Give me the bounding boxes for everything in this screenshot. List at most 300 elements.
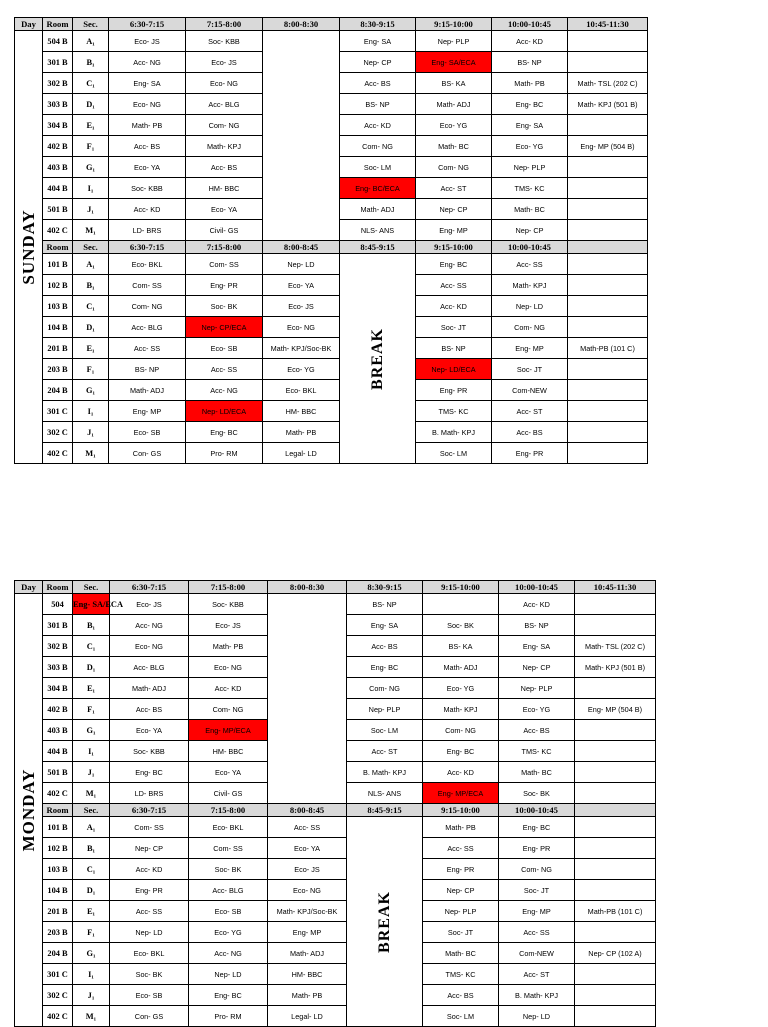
- table-row: [15, 1006, 656, 1027]
- section-cell: E₁: [73, 338, 109, 359]
- class-cell: Eco- SB: [186, 338, 263, 359]
- table-row: [15, 901, 656, 922]
- class-cell: Acc- KD: [109, 199, 186, 220]
- table-row: [15, 964, 656, 985]
- day-label: SUNDAY: [18, 209, 38, 285]
- class-cell: B. Math- KPJ: [416, 422, 492, 443]
- header-time: 10:00-10:45: [492, 241, 568, 254]
- class-cell: NLS- ANS: [347, 783, 423, 804]
- class-cell: Soc- KBB: [186, 31, 263, 52]
- class-cell: Soc- JT: [423, 922, 499, 943]
- class-cell: Nep- CP/ECA: [186, 317, 263, 338]
- class-cell: LD- BRS: [109, 220, 186, 241]
- section-cell: J₁: [73, 199, 109, 220]
- room-cell: 301 C: [43, 964, 73, 985]
- section-cell: I₁: [73, 741, 110, 762]
- header-time: 6:30-7:15: [110, 804, 189, 817]
- class-cell: Acc- BS: [186, 157, 263, 178]
- class-cell: Nep- PLP: [499, 678, 575, 699]
- class-cell: Soc- LM: [416, 443, 492, 464]
- class-cell: [568, 401, 648, 422]
- class-cell: [575, 859, 656, 880]
- room-cell: 103 B: [43, 859, 73, 880]
- header-room: Room: [43, 241, 73, 254]
- class-cell: Eco- JS: [186, 52, 263, 73]
- class-cell: Eco- JS: [189, 615, 268, 636]
- class-cell: BS- NP: [340, 94, 416, 115]
- class-cell: Acc- BS: [423, 985, 499, 1006]
- room-cell: 404 B: [43, 178, 73, 199]
- class-cell: Math- BC: [416, 136, 492, 157]
- section-cell: I₁: [73, 964, 110, 985]
- table-row: [15, 422, 648, 443]
- class-cell: Eng- BC: [347, 657, 423, 678]
- class-cell: Math- BC: [492, 199, 568, 220]
- class-cell: Eco- YA: [186, 199, 263, 220]
- header-time: 9:15-10:00: [423, 581, 499, 594]
- class-cell: [575, 985, 656, 1006]
- class-cell: Math- BC: [499, 762, 575, 783]
- class-cell: Eng- MP: [268, 922, 347, 943]
- class-cell: Eco- YG: [423, 678, 499, 699]
- section-cell: D₁: [73, 317, 109, 338]
- class-cell: Eng- BC: [416, 254, 492, 275]
- class-cell: Acc- KD: [416, 296, 492, 317]
- class-cell: Acc- SS: [109, 338, 186, 359]
- table-row: [15, 296, 648, 317]
- class-cell: Soc- BK: [189, 859, 268, 880]
- class-cell: Math- PB: [189, 636, 268, 657]
- class-cell: Com- SS: [186, 254, 263, 275]
- section-cell: A₁: [73, 254, 109, 275]
- class-cell: Soc- JT: [492, 359, 568, 380]
- class-cell: Eco- YG: [189, 922, 268, 943]
- monday-schedule-table: [14, 580, 656, 1027]
- class-cell: Eng- PR: [499, 838, 575, 859]
- break-label: BREAK: [375, 890, 393, 953]
- section-cell: D₁: [73, 880, 110, 901]
- section-cell: D₁: [73, 657, 110, 678]
- class-cell: Legal- LD: [268, 1006, 347, 1027]
- class-cell: Acc- ST: [416, 178, 492, 199]
- class-cell: Eco- YG: [492, 136, 568, 157]
- class-cell: TMS- KC: [423, 964, 499, 985]
- table-row: [15, 943, 656, 964]
- class-cell: LD- BRS: [110, 783, 189, 804]
- class-cell: Nep- CP: [492, 220, 568, 241]
- class-cell: B. Math- KPJ: [499, 985, 575, 1006]
- table-row: [15, 443, 648, 464]
- class-cell: NLS- ANS: [340, 220, 416, 241]
- class-cell: Eco- NG: [268, 880, 347, 901]
- section-cell: C₁: [73, 859, 110, 880]
- section-cell: I₁: [73, 401, 109, 422]
- class-cell: [568, 317, 648, 338]
- room-cell: 403 B: [43, 720, 73, 741]
- class-cell: Eng- BC: [499, 817, 575, 838]
- header-room: Room: [43, 18, 73, 31]
- class-cell: Acc- ST: [347, 741, 423, 762]
- class-cell: BS- NP: [347, 594, 423, 615]
- class-cell: Soc- BK: [186, 296, 263, 317]
- class-cell: Acc- SS: [110, 901, 189, 922]
- class-cell: Nep- LD: [263, 254, 340, 275]
- class-cell: Math- PB: [109, 115, 186, 136]
- class-cell: Eco- BKL: [110, 943, 189, 964]
- header-time: 8:45-9:15: [340, 241, 416, 254]
- day-label: MONDAY: [18, 768, 38, 852]
- room-cell: 104 B: [43, 317, 73, 338]
- class-cell: Soc- LM: [340, 157, 416, 178]
- class-cell: Eco- SB: [110, 985, 189, 1006]
- table-row: [15, 338, 648, 359]
- section-cell: B₁: [73, 275, 109, 296]
- class-cell: Eco- JS: [110, 594, 189, 615]
- class-cell: BS- NP: [109, 359, 186, 380]
- class-cell: Eco- NG: [110, 636, 189, 657]
- room-cell: 101 B: [43, 254, 73, 275]
- class-cell: Soc- BK: [110, 964, 189, 985]
- class-cell: Math- KPJ: [186, 136, 263, 157]
- class-cell: B. Math- KPJ: [347, 762, 423, 783]
- class-cell: Eng- MP (504 B): [575, 699, 656, 720]
- class-cell: Eng- MP (504 B): [568, 136, 648, 157]
- header-time: 7:15-8:00: [186, 241, 263, 254]
- class-cell: Acc- BS: [340, 73, 416, 94]
- class-cell: Acc- BLG: [110, 657, 189, 678]
- class-cell: BS- KA: [423, 636, 499, 657]
- section-cell: G₁: [73, 720, 110, 741]
- header-room: Room: [43, 581, 73, 594]
- class-cell: Eco- YA: [263, 275, 340, 296]
- header-time: 10:00-10:45: [492, 18, 568, 31]
- table-row: [15, 922, 656, 943]
- class-cell: Acc- BS: [347, 636, 423, 657]
- header-time: 8:00-8:45: [263, 241, 340, 254]
- room-cell: 304 B: [43, 678, 73, 699]
- class-cell: Acc- BS: [109, 136, 186, 157]
- class-cell: Com- SS: [109, 275, 186, 296]
- class-cell: Soc- LM: [347, 720, 423, 741]
- class-cell: Nep- CP: [340, 52, 416, 73]
- class-cell: [575, 762, 656, 783]
- class-cell: [575, 720, 656, 741]
- class-cell: Nep- LD: [499, 1006, 575, 1027]
- section-cell: F₁: [73, 699, 110, 720]
- class-cell: Com- NG: [340, 136, 416, 157]
- class-cell: Nep- LD/ECA: [186, 401, 263, 422]
- class-cell: [575, 964, 656, 985]
- class-cell: Eng- MP: [492, 338, 568, 359]
- class-cell: Acc- KD: [189, 678, 268, 699]
- class-cell: Eco- NG: [263, 317, 340, 338]
- class-cell: Con- GS: [109, 443, 186, 464]
- section-cell: Eng- SA/ECA: [73, 594, 110, 615]
- class-cell: Nep- PLP: [492, 157, 568, 178]
- class-cell: Math- BC: [423, 943, 499, 964]
- section-cell: C₁: [73, 73, 109, 94]
- class-cell: Eco- YA: [110, 720, 189, 741]
- class-cell: Eco- SB: [109, 422, 186, 443]
- class-cell: Eng- SA: [340, 31, 416, 52]
- class-cell: Eng- BC: [110, 762, 189, 783]
- class-cell: Com- SS: [110, 817, 189, 838]
- class-cell: Eng- MP/ECA: [423, 783, 499, 804]
- class-cell: [575, 741, 656, 762]
- class-cell: BS- KA: [416, 73, 492, 94]
- room-cell: 103 B: [43, 296, 73, 317]
- class-cell: Acc- SS: [423, 838, 499, 859]
- header-time: 6:30-7:15: [110, 581, 189, 594]
- class-cell: Acc- KD: [110, 859, 189, 880]
- section-cell: F₁: [73, 922, 110, 943]
- class-cell: Eng- SA: [109, 73, 186, 94]
- class-cell: Acc- ST: [492, 401, 568, 422]
- class-cell: [568, 220, 648, 241]
- table-row: [15, 401, 648, 422]
- table-row: [15, 317, 648, 338]
- break-label: BREAK: [368, 327, 386, 390]
- header-blank: [575, 804, 656, 817]
- class-cell: [568, 275, 648, 296]
- header-day: Day: [15, 581, 43, 594]
- room-cell: 304 B: [43, 115, 73, 136]
- class-cell: Con- GS: [110, 1006, 189, 1027]
- room-cell: 302 B: [43, 73, 73, 94]
- room-cell: 402 B: [43, 699, 73, 720]
- header-time: 10:45-11:30: [575, 581, 656, 594]
- table-row: [15, 880, 656, 901]
- class-cell: Pro- RM: [186, 443, 263, 464]
- room-cell: 402 C: [43, 783, 73, 804]
- room-cell: 102 B: [43, 275, 73, 296]
- class-cell: Nep- PLP: [423, 901, 499, 922]
- section-cell: G₁: [73, 380, 109, 401]
- class-cell: Acc- SS: [186, 359, 263, 380]
- break-cell: [340, 254, 416, 464]
- header-time: 10:00-10:45: [499, 581, 575, 594]
- class-cell: Acc- NG: [109, 52, 186, 73]
- break-cell: [347, 817, 423, 1027]
- table-row: [15, 985, 656, 1006]
- class-cell: HM- BBC: [263, 401, 340, 422]
- class-cell: Nep- LD: [492, 296, 568, 317]
- class-cell: Nep- PLP: [347, 699, 423, 720]
- class-cell: Com- NG: [186, 115, 263, 136]
- class-cell: [575, 678, 656, 699]
- section-cell: D₁: [73, 94, 109, 115]
- room-cell: 203 B: [43, 922, 73, 943]
- class-cell: Eco- YG: [416, 115, 492, 136]
- class-cell: Math- PB: [492, 73, 568, 94]
- day-label-cell: [15, 594, 43, 1027]
- room-cell: 302 C: [43, 422, 73, 443]
- class-cell: Civil- GS: [189, 783, 268, 804]
- section-cell: C₁: [73, 636, 110, 657]
- header-room: Room: [43, 804, 73, 817]
- header-time: 9:15-10:00: [416, 241, 492, 254]
- class-cell: Com- NG: [499, 859, 575, 880]
- class-cell: Math- PB: [268, 985, 347, 1006]
- class-cell: Eco- JS: [263, 296, 340, 317]
- header-time: 8:00-8:45: [268, 804, 347, 817]
- class-cell: [568, 380, 648, 401]
- class-cell: Eco- BKL: [263, 380, 340, 401]
- class-cell: HM- BBC: [189, 741, 268, 762]
- class-cell: Eng- BC: [423, 741, 499, 762]
- header-time: 7:15-8:00: [186, 18, 263, 31]
- header-time: 8:30-9:15: [340, 18, 416, 31]
- table-row: [15, 859, 656, 880]
- class-cell: Eng- MP: [416, 220, 492, 241]
- class-cell: Math- KPJ (501 B): [568, 94, 648, 115]
- class-cell: Eng- SA: [492, 115, 568, 136]
- class-cell: [568, 52, 648, 73]
- header-day: Day: [15, 18, 43, 31]
- day-label-cell: [15, 31, 43, 464]
- class-cell: Eng- PR: [416, 380, 492, 401]
- section-cell: A₁: [73, 31, 109, 52]
- header-time: 8:00-8:30: [263, 18, 340, 31]
- room-cell: 201 B: [43, 901, 73, 922]
- class-cell: Acc- BLG: [109, 317, 186, 338]
- class-cell: Eng- SA/ECA: [416, 52, 492, 73]
- class-cell: Com- NG: [347, 678, 423, 699]
- class-cell: Math- ADJ: [423, 657, 499, 678]
- class-cell: Eco- NG: [109, 94, 186, 115]
- class-cell: Eco- YA: [268, 838, 347, 859]
- class-cell: Math-PB (101 C): [575, 901, 656, 922]
- class-cell: [575, 922, 656, 943]
- sunday-schedule-table: [14, 17, 648, 464]
- section-cell: E₁: [73, 901, 110, 922]
- class-cell: Com- NG: [189, 699, 268, 720]
- class-cell: Math- KPJ: [423, 699, 499, 720]
- room-cell: 301 B: [43, 52, 73, 73]
- class-cell: Nep- LD/ECA: [416, 359, 492, 380]
- class-cell: Nep- CP (102 A): [575, 943, 656, 964]
- class-cell: TMS- KC: [416, 401, 492, 422]
- class-cell: Com- SS: [189, 838, 268, 859]
- class-cell: TMS- KC: [499, 741, 575, 762]
- section-cell: G₁: [73, 157, 109, 178]
- class-cell: [575, 838, 656, 859]
- section-cell: B₁: [73, 838, 110, 859]
- room-cell: 102 B: [43, 838, 73, 859]
- table-row: [15, 594, 656, 615]
- class-cell: Eco- YG: [263, 359, 340, 380]
- class-cell: Com-NEW: [499, 943, 575, 964]
- class-cell: [575, 594, 656, 615]
- class-cell: Acc- BLG: [186, 94, 263, 115]
- table-row: [15, 838, 656, 859]
- section-cell: M₁: [73, 1006, 110, 1027]
- class-cell: [568, 178, 648, 199]
- section-cell: J₁: [73, 422, 109, 443]
- section-cell: M₁: [73, 443, 109, 464]
- section-cell: M₁: [73, 220, 109, 241]
- class-cell: [575, 880, 656, 901]
- class-cell: Acc- BS: [499, 720, 575, 741]
- room-cell: 404 B: [43, 741, 73, 762]
- class-cell: [575, 817, 656, 838]
- class-cell: Acc- SS: [268, 817, 347, 838]
- class-cell: Nep- CP: [110, 838, 189, 859]
- free-slot-cell: [268, 594, 347, 804]
- class-cell: [568, 359, 648, 380]
- class-cell: Eng- SA: [499, 636, 575, 657]
- class-cell: HM- BBC: [268, 964, 347, 985]
- section-cell: E₁: [73, 115, 109, 136]
- header-sec: Sec.: [73, 581, 110, 594]
- class-cell: Soc- KBB: [110, 741, 189, 762]
- room-cell: 504 B: [43, 31, 73, 52]
- header-time: 7:15-8:00: [189, 581, 268, 594]
- class-cell: Math- PB: [423, 817, 499, 838]
- class-cell: Eng- BC: [186, 422, 263, 443]
- section-cell: B₁: [73, 52, 109, 73]
- class-cell: HM- BBC: [186, 178, 263, 199]
- class-cell: BS- NP: [492, 52, 568, 73]
- class-cell: Com- NG: [109, 296, 186, 317]
- header-sec: Sec.: [73, 18, 109, 31]
- header-sec: Sec.: [73, 804, 110, 817]
- class-cell: Soc- BK: [423, 615, 499, 636]
- class-cell: Math- ADJ: [110, 678, 189, 699]
- class-cell: Pro- RM: [189, 1006, 268, 1027]
- header-time: 9:15-10:00: [416, 18, 492, 31]
- class-cell: Eng- PR: [186, 275, 263, 296]
- class-cell: Acc- SS: [416, 275, 492, 296]
- header-time: 8:30-9:15: [347, 581, 423, 594]
- section-cell: I₁: [73, 178, 109, 199]
- class-cell: Math- KPJ: [492, 275, 568, 296]
- section-cell: J₁: [73, 762, 110, 783]
- class-cell: Math- KPJ/Soc-BK: [263, 338, 340, 359]
- room-cell: 402 C: [43, 1006, 73, 1027]
- table-row: [15, 359, 648, 380]
- room-cell: 402 B: [43, 136, 73, 157]
- class-cell: [575, 783, 656, 804]
- section-cell: G₁: [73, 943, 110, 964]
- free-slot-cell: [263, 31, 340, 241]
- room-cell: 101 B: [43, 817, 73, 838]
- class-cell: Acc- ST: [499, 964, 575, 985]
- class-cell: Eco- NG: [186, 73, 263, 94]
- section-cell: J₁: [73, 985, 110, 1006]
- class-cell: Nep- CP: [423, 880, 499, 901]
- class-cell: Acc- KD: [492, 31, 568, 52]
- section-cell: C₁: [73, 296, 109, 317]
- table-row: [15, 275, 648, 296]
- room-cell: 301 C: [43, 401, 73, 422]
- header-time: 7:15-8:00: [189, 804, 268, 817]
- class-cell: Acc- BLG: [189, 880, 268, 901]
- class-cell: Civil- GS: [186, 220, 263, 241]
- class-cell: Soc- JT: [499, 880, 575, 901]
- class-cell: Eco- JS: [109, 31, 186, 52]
- room-cell: 402 C: [43, 443, 73, 464]
- class-cell: Math-PB (101 C): [568, 338, 648, 359]
- class-cell: Eco- BKL: [189, 817, 268, 838]
- class-cell: Eng- PR: [423, 859, 499, 880]
- class-cell: [575, 615, 656, 636]
- class-cell: Math- TSL (202 C): [568, 73, 648, 94]
- class-cell: Math- ADJ: [109, 380, 186, 401]
- room-cell: 303 B: [43, 94, 73, 115]
- class-cell: [568, 31, 648, 52]
- class-cell: Eco- BKL: [109, 254, 186, 275]
